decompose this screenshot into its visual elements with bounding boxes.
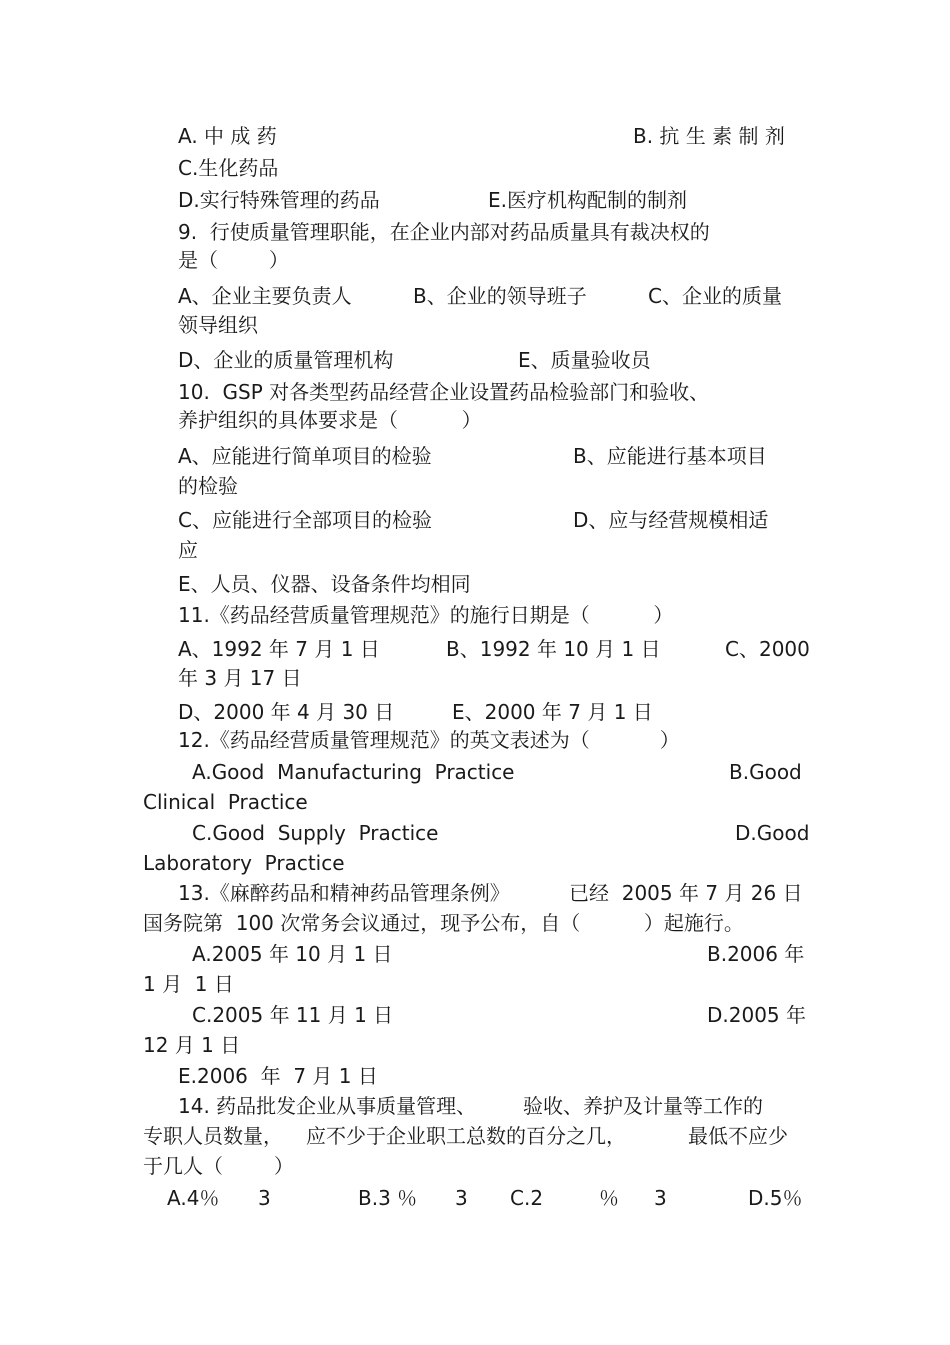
q9-option-a: A、企业主要负责人: [178, 284, 352, 308]
question-10: 10. GSP 对各类型药品经营企业设置药品检验部门和验收、: [178, 380, 710, 404]
q12-option-a: A.Good Manufacturing Practice: [192, 760, 515, 784]
q14-option-a: A.4％: [167, 1186, 220, 1210]
q13-option-d-cont: 12 月 1 日: [143, 1033, 241, 1057]
question-12: 12.《药品经营质量管理规范》的英文表述为（ ）: [178, 728, 680, 752]
question-14-line2b: 应不少于企业职工总数的百分之几，: [306, 1124, 626, 1148]
question-9: 9. 行使质量管理职能，在企业内部对药品质量具有裁决权的: [178, 220, 710, 244]
q10-option-d-cont: 应: [178, 538, 198, 562]
option-9-a: A. 中 成 药: [178, 124, 277, 148]
q11-option-a: A、1992 年 7 月 1 日: [178, 637, 380, 661]
q14-option-b-count: 3: [455, 1186, 468, 1210]
question-13-date: 已经 2005 年 7 月 26 日: [569, 881, 803, 905]
q9-option-c: C、企业的质量: [648, 284, 782, 308]
question-13-cont: 国务院第 100 次常务会议通过，现予公布，自（ ）起施行。: [143, 911, 744, 935]
q13-option-c: C.2005 年 11 月 1 日: [192, 1003, 394, 1027]
option-9-e: E.医疗机构配制的制剂: [488, 188, 687, 212]
question-11: 11.《药品经营质量管理规范》的施行日期是（ ）: [178, 603, 674, 627]
q11-option-c-cont: 年 3 月 17 日: [178, 666, 302, 690]
q9-option-d: D、企业的质量管理机构: [178, 348, 394, 372]
q14-option-b: B.3 ％: [358, 1186, 418, 1210]
q14-option-d: D.5％: [748, 1186, 803, 1210]
q9-option-e: E、质量验收员: [518, 348, 651, 372]
question-10-cont: 养护组织的具体要求是（ ）: [178, 408, 482, 432]
q11-option-c: C、2000: [725, 637, 810, 661]
q9-option-b: B、企业的领导班子: [413, 284, 587, 308]
option-9-c: C.生化药品: [178, 156, 279, 180]
q10-option-b: B、应能进行基本项目: [573, 444, 767, 468]
q10-option-d: D、应与经营规模相适: [573, 508, 769, 532]
question-14-part2: 验收、养护及计量等工作的: [523, 1094, 763, 1118]
question-9-cont: 是（ ）: [178, 248, 289, 272]
q11-option-e: E、2000 年 7 月 1 日: [452, 700, 653, 724]
option-9-d: D.实行特殊管理的药品: [178, 188, 380, 212]
question-14-line2c: 最低不应少: [688, 1124, 788, 1148]
q12-option-d-cont: Laboratory Practice: [143, 851, 345, 875]
question-13: 13.《麻醉药品和精神药品管理条例》: [178, 881, 510, 905]
option-9-b: B. 抗 生 素 制 剂: [633, 124, 785, 148]
q10-option-c: C、应能进行全部项目的检验: [178, 508, 432, 532]
q11-option-b: B、1992 年 10 月 1 日: [446, 637, 661, 661]
q10-option-e: E、人员、仪器、设备条件均相同: [178, 572, 471, 596]
q12-option-c: C.Good Supply Practice: [192, 821, 439, 845]
q9-option-c-cont: 领导组织: [178, 313, 258, 337]
q13-option-b-cont: 1 月 1 日: [143, 972, 234, 996]
q10-option-a: A、应能进行简单项目的检验: [178, 444, 432, 468]
q11-option-d: D、2000 年 4 月 30 日: [178, 700, 395, 724]
q12-option-b-cont: Clinical Practice: [143, 790, 308, 814]
question-14-line2a: 专职人员数量，: [143, 1124, 283, 1148]
q13-option-a: A.2005 年 10 月 1 日: [192, 942, 393, 966]
q14-option-c-percent: ％: [599, 1186, 619, 1210]
q14-option-c: C.2: [510, 1186, 544, 1210]
question-14-line3: 于几人（ ）: [143, 1154, 294, 1178]
q14-option-c-count: 3: [654, 1186, 667, 1210]
q12-option-b: B.Good: [729, 760, 802, 784]
q12-option-d: D.Good: [735, 821, 810, 845]
q13-option-d: D.2005 年: [707, 1003, 807, 1027]
question-14: 14. 药品批发企业从事质量管理、: [178, 1094, 477, 1118]
q10-option-b-cont: 的检验: [178, 474, 238, 498]
q14-option-a-count: 3: [258, 1186, 271, 1210]
q13-option-e: E.2006 年 7 月 1 日: [178, 1064, 378, 1088]
q13-option-b: B.2006 年: [707, 942, 805, 966]
